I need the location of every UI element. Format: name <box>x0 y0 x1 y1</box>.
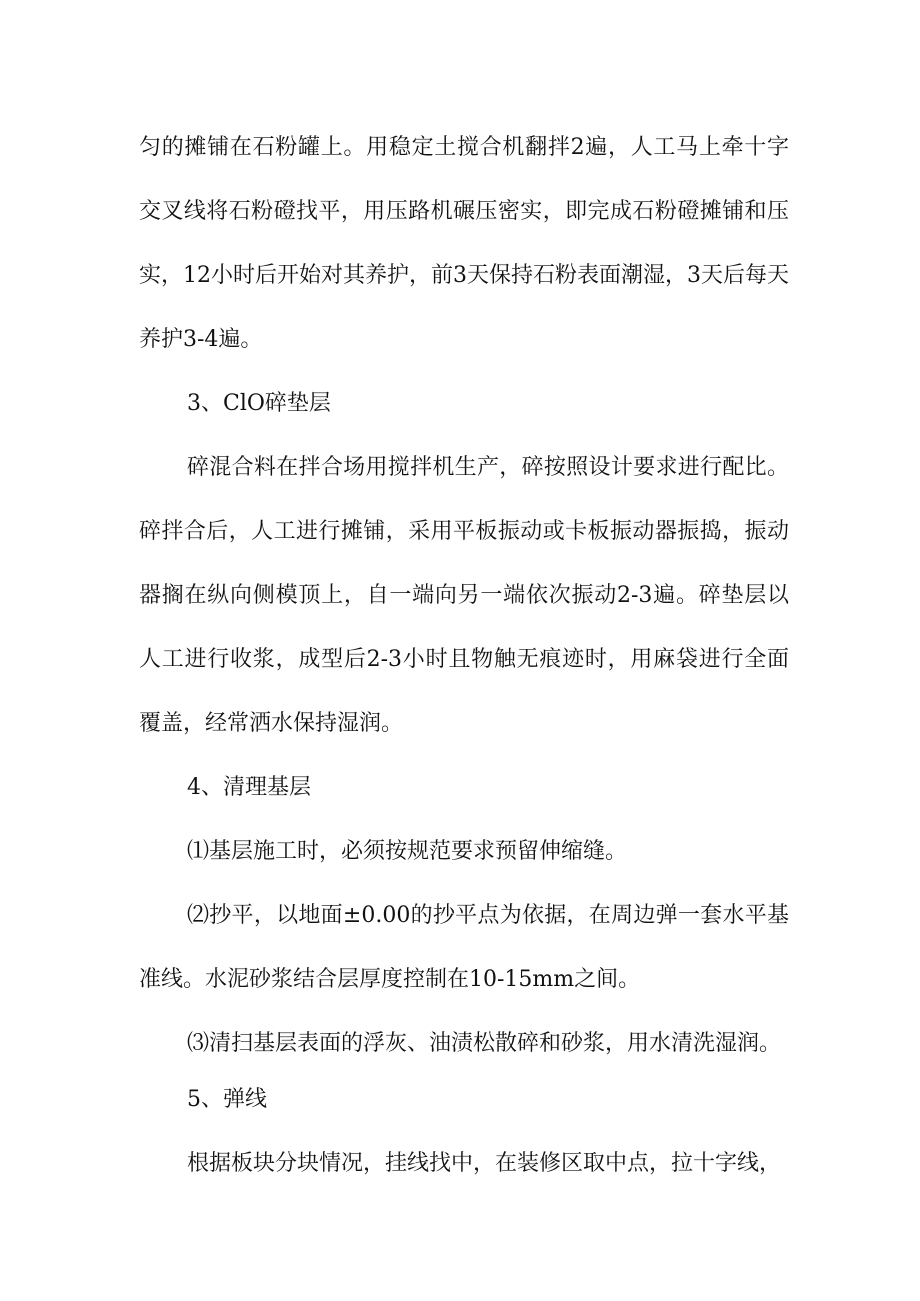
section-heading-3: 3、ClO碎垫层 <box>187 391 331 416</box>
paragraph-9: 根据板块分块情况，挂线找中，在装修区取中点，拉十字线， <box>187 1151 782 1176</box>
paragraph-1: 匀的摊铺在石粉罐上。用稳定土搅合机翻拌2遍，人工马上牵十字交叉线将石粉磴找平，用压路机碾压密实，即完成石粉磴摊铺和压实，12小时后开始对其养护，前3天保持石粉表面潮湿，3天后每天养护3-4遍。 <box>139 135 789 352</box>
section-heading-5: 5、弹线 <box>187 1087 267 1112</box>
section-heading-4: 4、清理基层 <box>187 775 311 800</box>
list-item-1: ⑴基层施工时，必须按规范要求预留伸缩缝。 <box>187 839 628 864</box>
document-body <box>139 116 789 1196</box>
list-item-3: ⑶清扫基层表面的浮灰、油渍松散碎和砂浆，用水清洗湿润。 <box>187 1031 782 1056</box>
list-item-2: ⑵抄平，以地面±0.00的抄平点为依据，在周边弹一套水平基准线。水泥砂浆结合层厚度控制在10-15mm之间。 <box>139 903 789 992</box>
paragraph-3: 碎混合料在拌合场用搅拌机生产，碎按照设计要求进行配比。碎拌合后，人工进行摊铺，采用平板振动或卡板振动器振捣，振动器搁在纵向侧模顶上，自一端向另一端依次振动2-3遍。碎垫层以人工进行收浆，成型后2-3小时且物触无痕迹时，用麻袋进行全面覆盖，经常洒水保持湿润。 <box>139 455 789 736</box>
